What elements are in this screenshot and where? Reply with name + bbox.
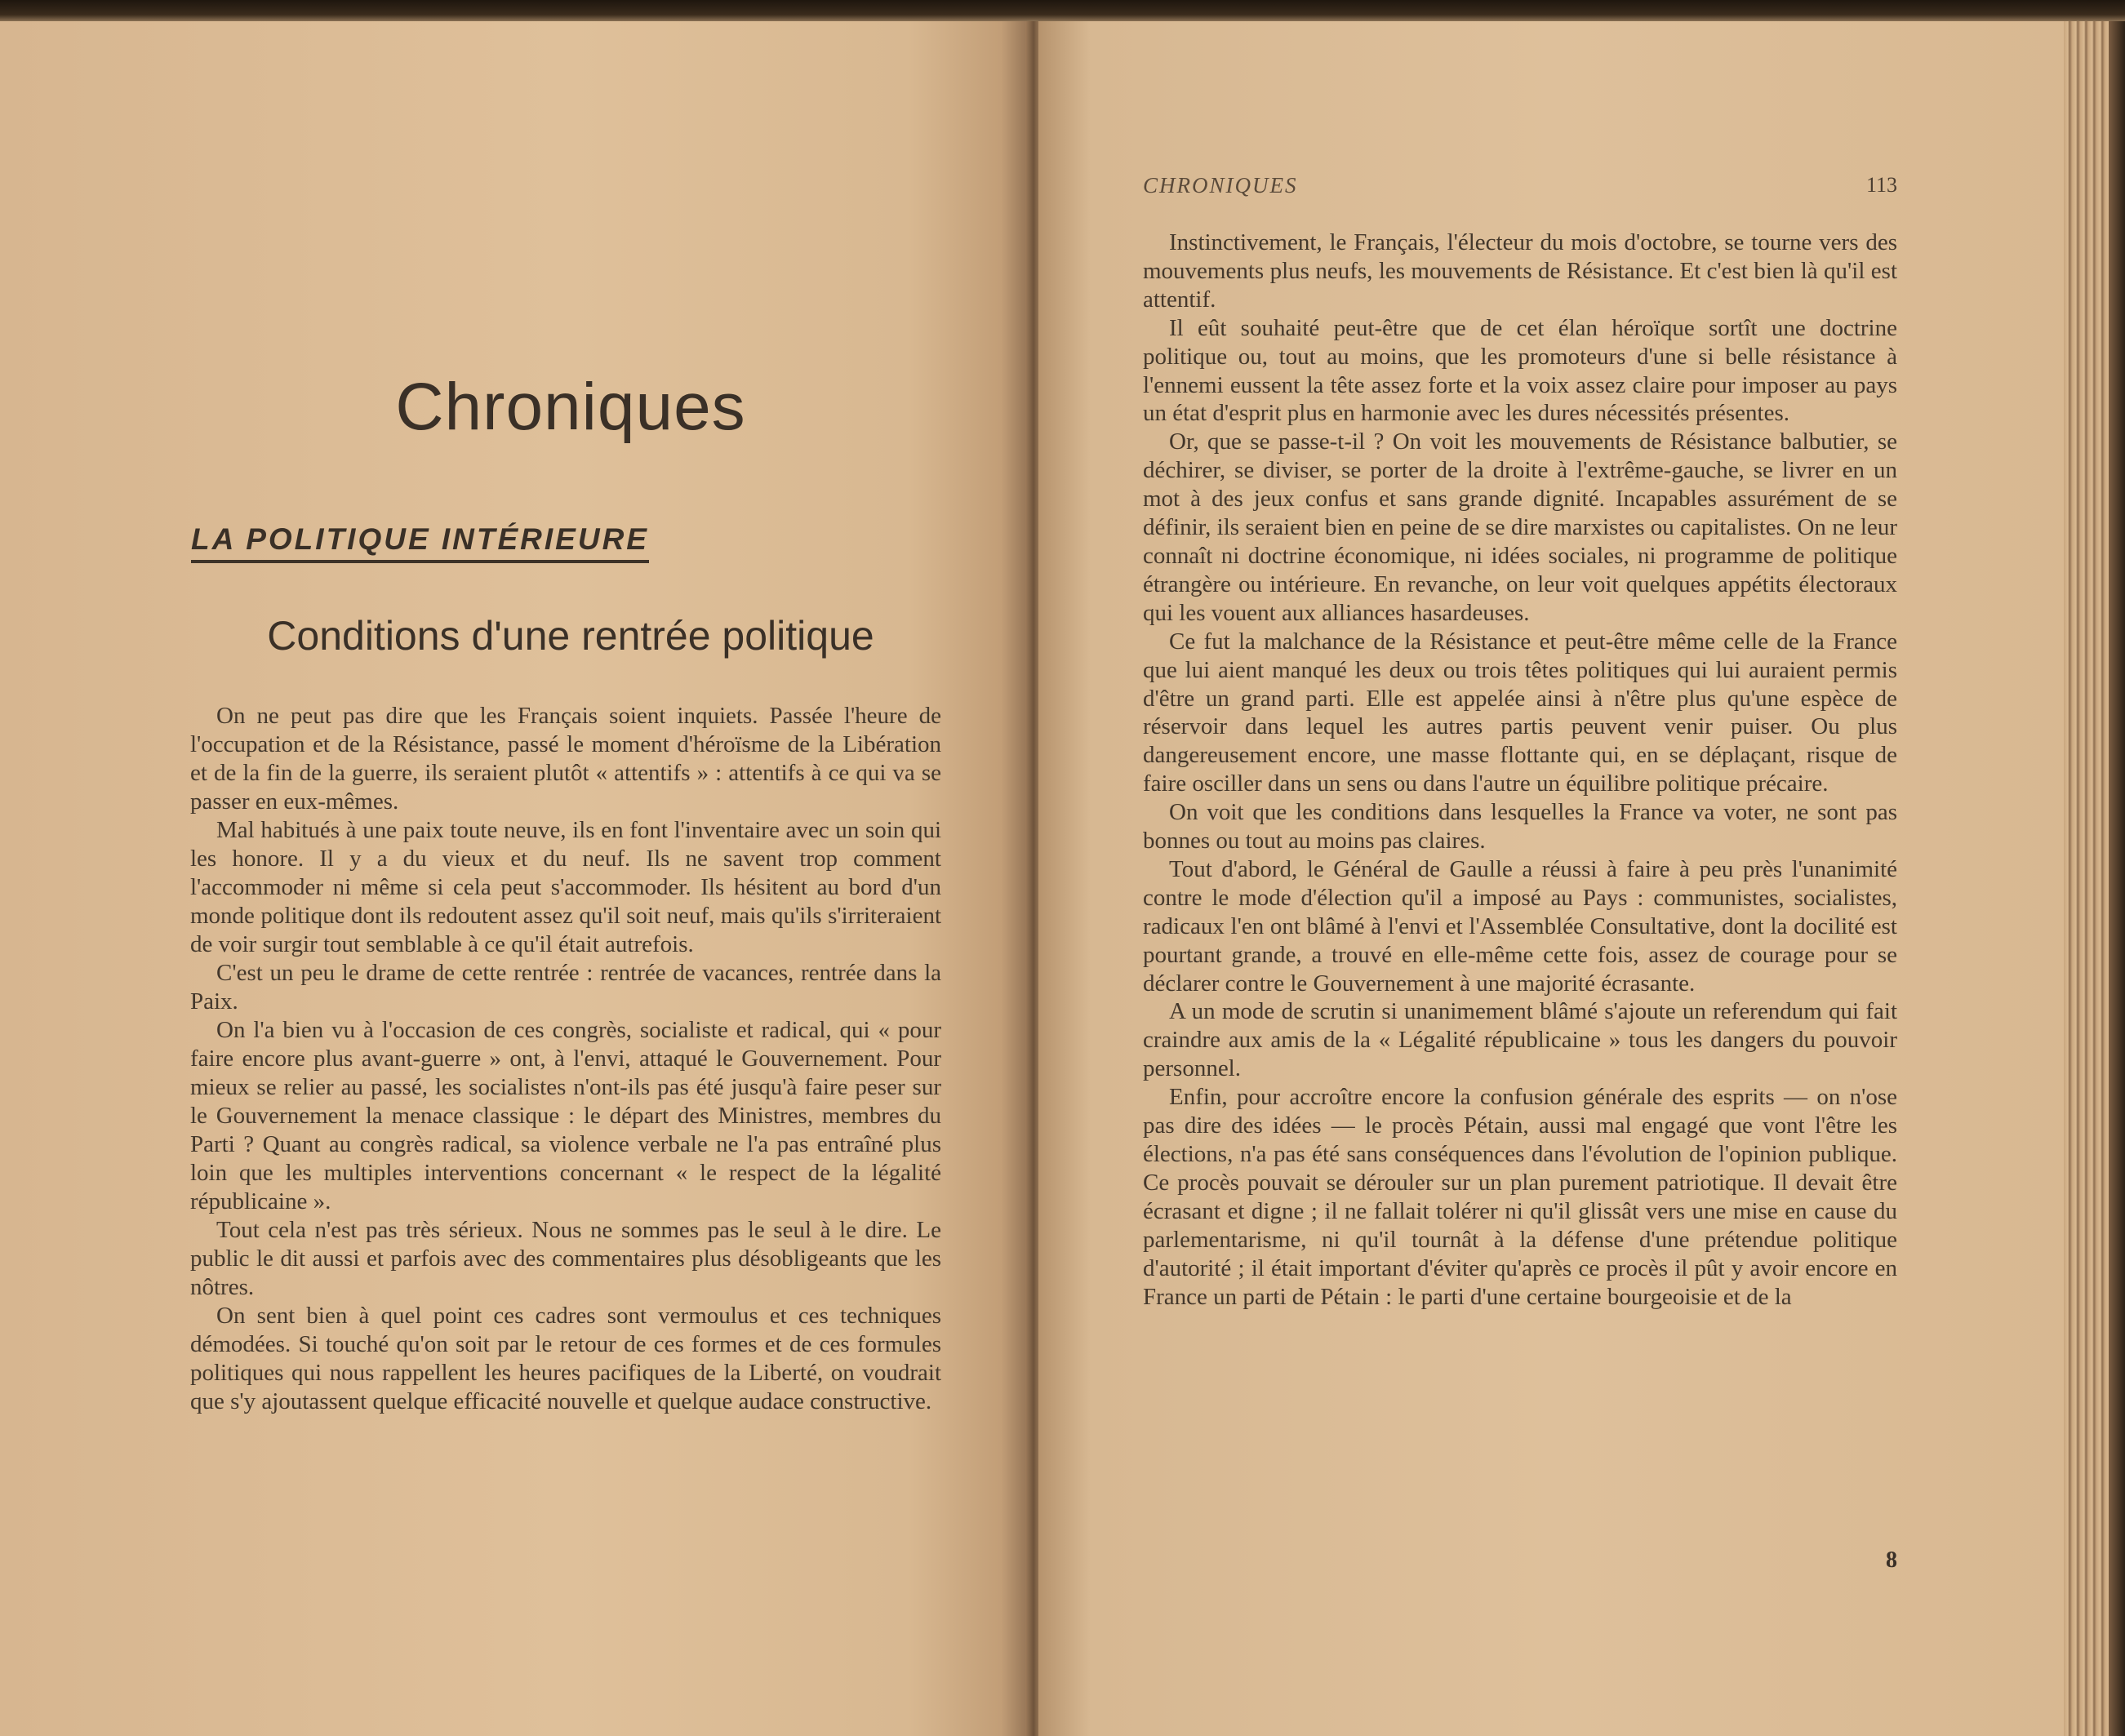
paragraph: Enfin, pour accroître encore la confusion générale des esprits — on n'ose pas dire des idées — le procès Pétain, aussi mal engagé que vont l'être les élections, n'a pas été sans conséquences dans l'évolution de l'opinion publique. Ce procès pouvait se dérouler sur un plan purement patriotique. Il devait être écrasant et digne ; il ne fallait tolérer ni qu'il glissât vers une mise en cause du parlementarisme, ni qu'il tournât à la défense d'une prétendue politique d'autorité ; il était important d'éviter qu'après ce procès il pût y avoir encore en France un parti de Pétain : le parti d'une certaine bourgeoisie et de la [1143, 1084, 1897, 1310]
page-number: 113 [1865, 173, 1897, 197]
paragraph: Ce fut la malchance de la Résistance et peut-être même celle de la France que lui aient manqué les deux ou trois têtes politiques qui lui auraient permis d'être un grand parti. Elle est appelée ainsi à n'être plus qu'une espèce de réservoir dans lequel les autres partis peuvent venir puiser. Ou plus dangereusement encore, une masse flottante qui, en se déplaçant, risque de faire osciller dans un sens ou dans l'autre un équilibre politique précaire. [1143, 628, 1897, 797]
paragraph: Tout d'abord, le Général de Gaulle a réussi à faire à peu près l'unanimité contre le mode d'élection qu'il a imposé au Pays : communistes, socialistes, radicaux l'en ont blâmé à l'envi et l'Assemblée Consultative, dont la docilité est pourtant grande, a trouvé en elle-même cette fois, assez de courage pour se déclarer contre le Gouvernement à une majorité écrasante. [1143, 855, 1897, 997]
paragraph: A un mode de scrutin si unanimement blâmé s'ajoute un referendum qui fait craindre aux amis de la « Légalité républicaine » tous les dangers du pouvoir personnel. [1143, 998, 1897, 1082]
paragraph: Mal habitués à une paix toute neuve, ils en font l'inventaire avec un soin qui les honore. Il y a du vieux et du neuf. Ils ne savent trop comment l'accommoder ni même si cela peut s'accommoder. Ils hésitent au bord d'un monde politique dont ils redoutent assez qu'il soit neuf, mais qu'ils s'irriteraient de voir surgir tout semblable à ce qu'il était autrefois. [190, 817, 941, 957]
paragraph: Instinctivement, le Français, l'électeur du mois d'octobre, se tourne vers des mouvements plus neufs, les mouvements de Résistance. Et c'est bien là qu'il est attentif. [1143, 229, 1897, 313]
paragraph: On ne peut pas dire que les Français soient inquiets. Passée l'heure de l'occupation et de la Résistance, passé le moment d'héroïsme de la Libération et de la fin de la guerre, ils seraient plutôt « attentifs » : attentifs à ce qui va se passer en eux-mêmes. [190, 703, 941, 815]
paragraph: On sent bien à quel point ces cadres sont vermoulus et ces techniques démodées. Si touché qu'on soit par le retour de ces formes et de ces formules politiques qui nous rappellent les heures pacifiques de la Liberté, on voudrait que s'y ajoutassent quelque efficacité nouvelle et quelque audace constructive. [190, 1303, 941, 1414]
paragraph: Il eût souhaité peut-être que de cet élan héroïque sortît une doctrine politique ou, tout au moins, que les promoteurs d'une si belle résistance à l'ennemi eussent la tête assez forte et la voix assez claire pour imposer au pays un état d'esprit plus en harmonie avec les dures nécessités présentes. [1143, 314, 1897, 427]
paragraph: C'est un peu le drame de cette rentrée : rentrée de vacances, rentrée dans la Paix. [190, 960, 941, 1015]
page-edges [2064, 21, 2125, 1736]
paragraph: On l'a bien vu à l'occasion de ces congrès, socialiste et radical, qui « pour faire encore plus avant-guerre » ont, à l'envi, attaqué le Gouvernement. Pour mieux se relier au passé, les socialistes n'ont-ils pas été jusqu'à faire peser sur le Gouvernement la menace classique : le départ des Ministres, membres du Parti ? Quant au congrès radical, sa violence verbale ne l'a pas entraîné plus loin que les multiples interventions concernant « le respect de la légalité républicaine ». [190, 1017, 941, 1214]
right-body-text [1143, 229, 1897, 1311]
running-head: CHRONIQUES [1143, 173, 1298, 198]
chronicle-heading: Chroniques [395, 370, 746, 444]
paragraph: Tout cela n'est pas très sérieux. Nous ne sommes pas le seul à le dire. Le public le dit aussi et parfois avec des commentaires plus désobligeants que les nôtres. [190, 1217, 941, 1300]
article-title: Conditions d'une rentrée politique [267, 613, 874, 659]
signature-mark: 8 [1886, 1547, 1897, 1573]
section-title: LA POLITIQUE INTÉRIEURE [191, 522, 649, 563]
left-body-text [190, 702, 941, 1416]
paragraph: On voit que les conditions dans lesquelles la France va voter, ne sont pas bonnes ou tout au moins pas claires. [1143, 799, 1897, 855]
paragraph: Or, que se passe-t-il ? On voit les mouvements de Résistance balbutier, se déchirer, se diviser, se porter de la droite à l'extrême-gauche, se livrer en un mot à des jeux confus et sans grande dignité. Incapables assurément de se définir, ils seraient bien en peine de se dire marxistes ou capitalistes. On ne leur connaît ni doctrine économique, ni idées sociales, ni programme de politique étrangère ou intérieure. En revanche, on leur voit quelques appétits électoraux qui les vouent aux alliances hasardeuses. [1143, 428, 1897, 626]
